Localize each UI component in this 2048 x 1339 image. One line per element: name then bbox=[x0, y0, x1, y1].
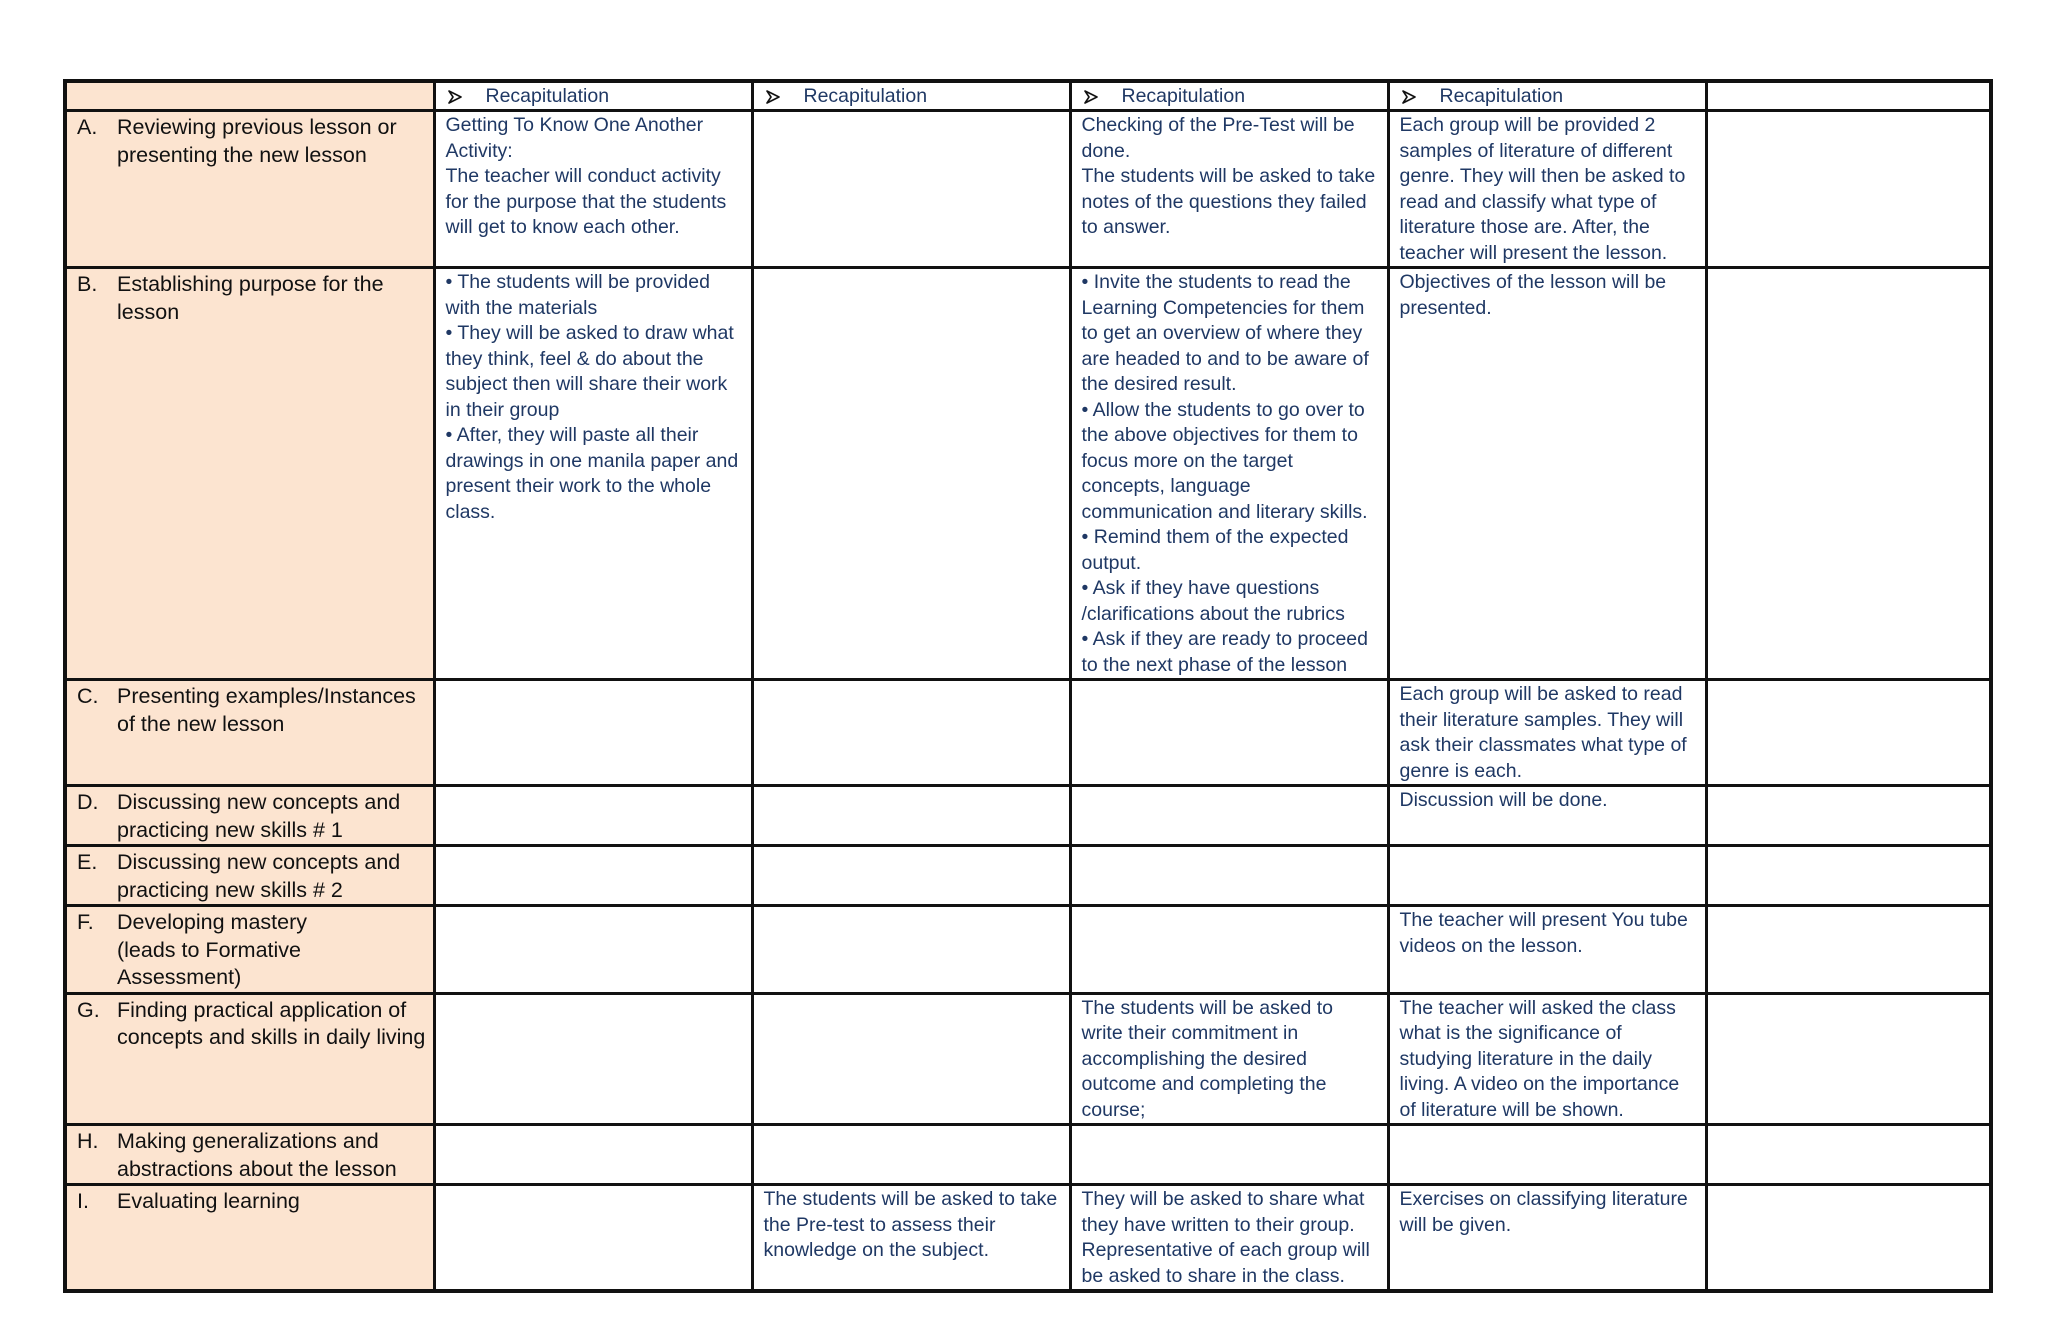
table-cell bbox=[1388, 680, 1706, 786]
row-label: Discussing new concepts and practicing new skills # 1 bbox=[117, 790, 401, 842]
header-cell-4 bbox=[1388, 81, 1706, 111]
table-cell bbox=[434, 1125, 752, 1185]
table-cell bbox=[752, 906, 1070, 994]
header-label-cell bbox=[65, 81, 434, 111]
arrow-bullet-icon bbox=[448, 90, 462, 104]
header-label: Recapitulation bbox=[803, 85, 928, 107]
row-label: Discussing new concepts and practicing new skills # 2 bbox=[117, 850, 401, 902]
table-cell bbox=[1388, 993, 1706, 1125]
table-cell bbox=[752, 268, 1070, 680]
arrow-bullet-icon bbox=[766, 90, 780, 104]
table-row bbox=[65, 268, 1991, 680]
table-cell bbox=[1070, 1185, 1388, 1292]
table-row bbox=[65, 1125, 1991, 1185]
cell-text: Discussion will be done. bbox=[1399, 789, 1608, 811]
row-label: Reviewing previous lesson or presenting the new lesson bbox=[117, 115, 397, 167]
table-row bbox=[65, 993, 1991, 1125]
table-cell bbox=[1706, 993, 1991, 1125]
cell-text: The teacher will asked the class what is the significance of studying literature in the daily living. A video on the importance of literature will be shown. bbox=[1399, 996, 1680, 1121]
row-label-cell bbox=[65, 1185, 434, 1292]
table-row bbox=[65, 680, 1991, 786]
row-label-cell bbox=[65, 993, 434, 1125]
table-cell bbox=[434, 680, 752, 786]
row-label: Establishing purpose for the lesson bbox=[117, 272, 384, 324]
header-label: Recapitulation bbox=[1121, 85, 1246, 107]
table-cell bbox=[1706, 786, 1991, 846]
row-label-cell bbox=[65, 846, 434, 906]
table-cell bbox=[1388, 111, 1706, 268]
row-label-cell bbox=[65, 111, 434, 268]
table-cell bbox=[752, 786, 1070, 846]
table-cell bbox=[1388, 906, 1706, 994]
table-cell bbox=[434, 1185, 752, 1292]
table-cell bbox=[1070, 268, 1388, 680]
table-row bbox=[65, 906, 1991, 994]
lesson-log-table bbox=[63, 79, 1993, 1293]
cell-text: They will be asked to share what they have written to their group. Representative of each group will be asked to share in the class. bbox=[1081, 1188, 1370, 1287]
header-cell-2 bbox=[752, 81, 1070, 111]
header-cell-1 bbox=[434, 81, 752, 111]
row-letter: C. bbox=[77, 684, 99, 708]
row-label-cell bbox=[65, 786, 434, 846]
table-cell bbox=[1706, 906, 1991, 994]
table-cell bbox=[434, 268, 752, 680]
row-letter: A. bbox=[77, 115, 98, 139]
row-label: Evaluating learning bbox=[117, 1189, 300, 1213]
table-cell bbox=[752, 1185, 1070, 1292]
table-cell bbox=[1388, 268, 1706, 680]
table-row bbox=[65, 786, 1991, 846]
cell-text: Exercises on classifying literature will be given. bbox=[1399, 1188, 1688, 1236]
table-row bbox=[65, 111, 1991, 268]
table-cell bbox=[1388, 1125, 1706, 1185]
table-cell bbox=[752, 111, 1070, 268]
row-letter: F. bbox=[77, 910, 94, 934]
table-row bbox=[65, 846, 1991, 906]
table-cell bbox=[1706, 1125, 1991, 1185]
table-cell bbox=[1706, 846, 1991, 906]
table-cell bbox=[434, 846, 752, 906]
table-cell bbox=[1388, 786, 1706, 846]
row-letter: H. bbox=[77, 1129, 99, 1153]
header-label: Recapitulation bbox=[485, 85, 610, 107]
table-cell bbox=[1070, 680, 1388, 786]
row-label-cell bbox=[65, 268, 434, 680]
table-cell bbox=[752, 1125, 1070, 1185]
cell-text: Getting To Know One Another Activity: The teacher will conduct activity for the purpose that the students will get to know each other. bbox=[445, 114, 727, 238]
row-label-cell bbox=[65, 906, 434, 994]
table-cell bbox=[434, 906, 752, 994]
row-label: Making generalizations and abstractions about the lesson bbox=[117, 1129, 397, 1181]
row-label: Finding practical application of concepts and skills in daily living bbox=[117, 997, 426, 1049]
table-cell bbox=[434, 111, 752, 268]
row-letter: B. bbox=[77, 272, 98, 296]
table-cell bbox=[1388, 846, 1706, 906]
table-cell bbox=[1070, 993, 1388, 1125]
row-letter: I. bbox=[77, 1189, 89, 1213]
table-cell bbox=[1070, 111, 1388, 268]
row-letter: D. bbox=[77, 790, 99, 814]
row-label-cell bbox=[65, 1125, 434, 1185]
table-cell bbox=[1706, 111, 1991, 268]
table-cell bbox=[1070, 786, 1388, 846]
cell-text: Objectives of the lesson will be presented. bbox=[1399, 271, 1667, 319]
table-cell bbox=[752, 846, 1070, 906]
header-row bbox=[65, 81, 1991, 111]
arrow-bullet-icon bbox=[1084, 90, 1098, 104]
table-cell bbox=[1070, 846, 1388, 906]
table-cell bbox=[1706, 1185, 1991, 1292]
table-cell bbox=[752, 993, 1070, 1125]
row-letter: E. bbox=[77, 850, 98, 874]
arrow-bullet-icon bbox=[1402, 90, 1416, 104]
cell-text: • The students will be provided with the materials • They will be asked to draw what they think, feel & do about the subject then will share their work in their group • After, they will paste all their drawings in one manila paper and present their work to the whole class. bbox=[445, 271, 739, 523]
cell-text: Each group will be provided 2 samples of literature of different genre. They will then be asked to read and classify what type of literature those are. After, the teacher will present the lesson. bbox=[1399, 114, 1686, 264]
cell-text: The teacher will present You tube videos on the lesson. bbox=[1399, 909, 1688, 957]
cell-text: Each group will be asked to read their literature samples. They will ask their classmates what type of genre is each. bbox=[1399, 683, 1687, 782]
cell-text: Checking of the Pre-Test will be done. The students will be asked to take notes of the questions they failed to answer. bbox=[1081, 114, 1376, 238]
row-letter: G. bbox=[77, 997, 100, 1022]
table-cell bbox=[752, 680, 1070, 786]
header-cell-5 bbox=[1706, 81, 1991, 111]
row-label: Developing mastery (leads to Formative Assessment) bbox=[117, 910, 308, 989]
table-cell bbox=[1706, 680, 1991, 786]
row-label-cell bbox=[65, 680, 434, 786]
table-cell bbox=[1388, 1185, 1706, 1292]
header-cell-3 bbox=[1070, 81, 1388, 111]
table-cell bbox=[1070, 1125, 1388, 1185]
cell-text: • Invite the students to read the Learning Competencies for them to get an overview of where they are headed to and to be aware of the desired result. • Allow the students to go over to the above objectives for them to focus more on the target concepts, language communication and literary skills. • Remind them of the expected output. • Ask if they have questions /clarifications about the rubrics • Ask if they are ready to proceed to the next phase of the lesson bbox=[1081, 271, 1369, 676]
header-label: Recapitulation bbox=[1439, 85, 1564, 107]
table-cell bbox=[434, 786, 752, 846]
table-row bbox=[65, 1185, 1991, 1292]
cell-text: The students will be asked to take the Pre-test to assess their knowledge on the subject. bbox=[763, 1188, 1058, 1261]
table-cell bbox=[1706, 268, 1991, 680]
table-cell bbox=[1070, 906, 1388, 994]
table-cell bbox=[434, 993, 752, 1125]
cell-text: The students will be asked to write their commitment in accomplishing the desired outcome and completing the course; bbox=[1081, 996, 1333, 1121]
row-label: Presenting examples/Instances of the new lesson bbox=[117, 684, 416, 736]
